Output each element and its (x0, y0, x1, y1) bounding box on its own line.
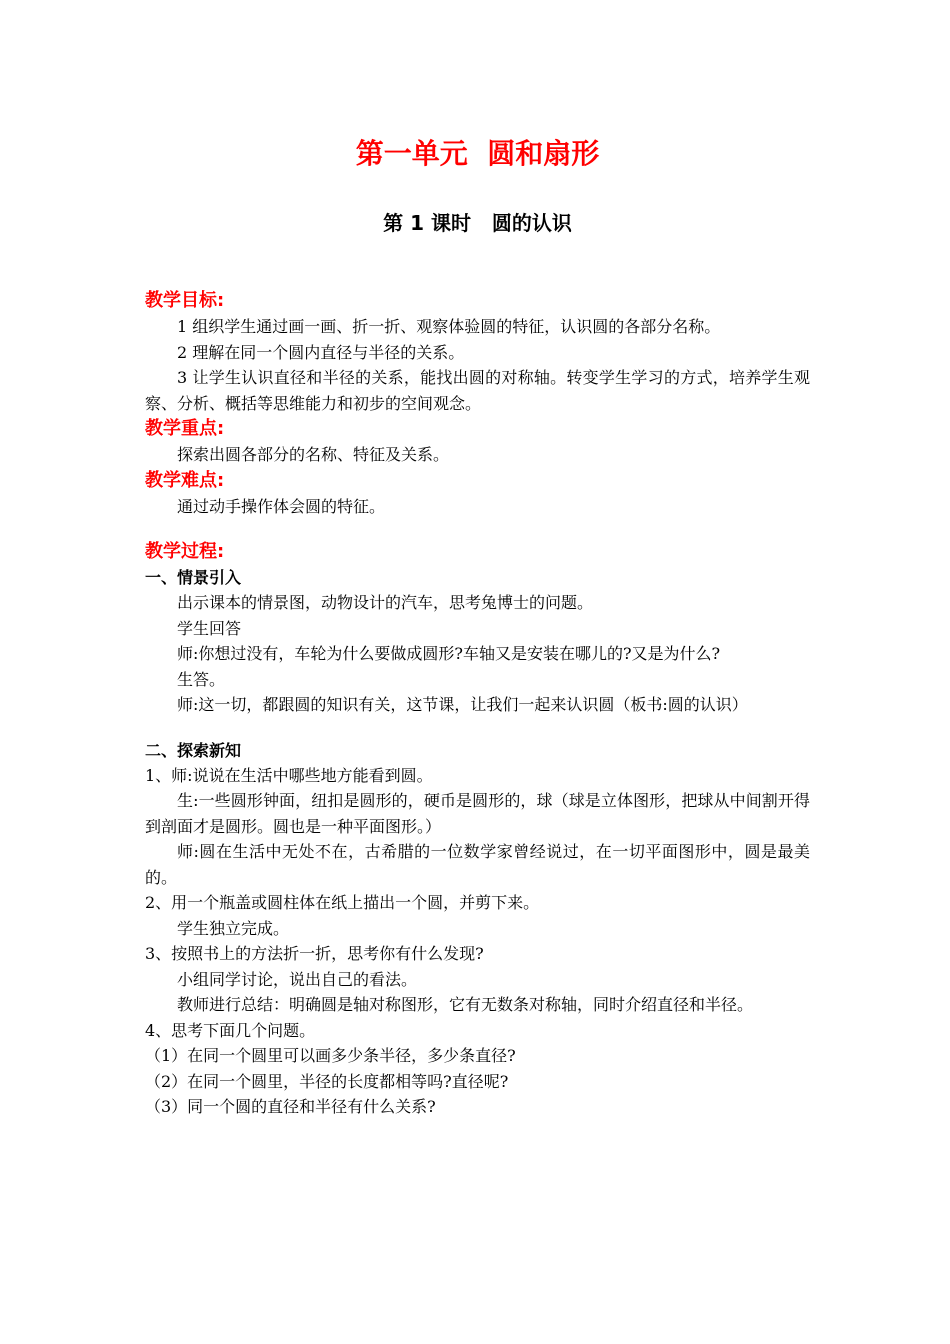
section-1-line: 生答。 (177, 669, 226, 689)
question-3-summary: 教师进行总结：明确圆是轴对称图形，它有无数条对称轴，同时介绍直径和半径。 (177, 995, 754, 1014)
section-1-line: 出示课本的情景图，动物设计的汽车，思考兔博士的问题。 (177, 593, 594, 612)
question-3-answer: 小组同学讨论，说出自己的看法。 (177, 969, 418, 989)
question-2: 2、用一个瓶盖或圆柱体在纸上描出一个圆，并剪下来。 (145, 893, 540, 912)
question-4-item: （1）在同一个圆里可以画多少条半径，多少条直径? (145, 1046, 516, 1065)
objective-item: 3 让学生认识直径和半径的关系，能找出圆的对称轴。转变学生学习的方式，培养学生观察、分析、概括等思维能力和初步的空间观念。 (145, 368, 810, 413)
lesson-title: 第 1 课时 圆的认识 (383, 211, 572, 235)
question-4: 4、思考下面几个问题。 (145, 1020, 316, 1040)
difficulties-text: 通过动手操作体会圆的特征。 (177, 496, 386, 516)
question-1-note: 师:圆在生活中无处不在，古希腊的一位数学家曾经说过，在一切平面图形中，圆是最美的。 (145, 842, 810, 887)
unit-title: 第一单元 圆和扇形 (355, 137, 600, 170)
process-heading: 教学过程: (145, 541, 225, 562)
key-points-text: 探索出圆各部分的名称、特征及关系。 (177, 445, 450, 464)
question-3: 3、按照书上的方法折一折，思考你有什么发现? (145, 944, 484, 963)
question-1: 1、师:说说在生活中哪些地方能看到圆。 (145, 765, 433, 785)
question-4-item: （2）在同一个圆里，半径的长度都相等吗?直径呢? (145, 1071, 509, 1091)
section-1-title: 一、情景引入 (145, 568, 242, 587)
section-1-line: 师:你想过没有，车轮为什么要做成圆形?车轴又是安装在哪儿的?又是为什么? (177, 644, 721, 663)
question-4-item: （3）同一个圆的直径和半径有什么关系? (145, 1097, 436, 1116)
key-points-heading: 教学重点: (145, 418, 225, 439)
document-body (145, 288, 810, 1120)
difficulties-heading: 教学难点: (145, 469, 225, 491)
objective-item: 2 理解在同一个圆内直径与半径的关系。 (177, 342, 465, 362)
question-2-answer: 学生独立完成。 (177, 918, 290, 938)
objective-item: 1 组织学生通过画一画、折一折、观察体验圆的特征，认识圆的各部分名称。 (177, 317, 721, 336)
section-1-line: 学生回答 (177, 618, 242, 638)
objectives-heading: 教学目标: (145, 290, 225, 311)
section-1-line: 师:这一切，都跟圆的知识有关，这节课，让我们一起来认识圆（板书:圆的认识） (177, 695, 748, 714)
section-2-title: 二、探索新知 (145, 740, 242, 760)
question-1-answer: 生:一些圆形钟面，纽扣是圆形的，硬币是圆形的，球（球是立体图形，把球从中间割开得到剖面才是圆形。圆也是一种平面图形。） (145, 791, 810, 836)
